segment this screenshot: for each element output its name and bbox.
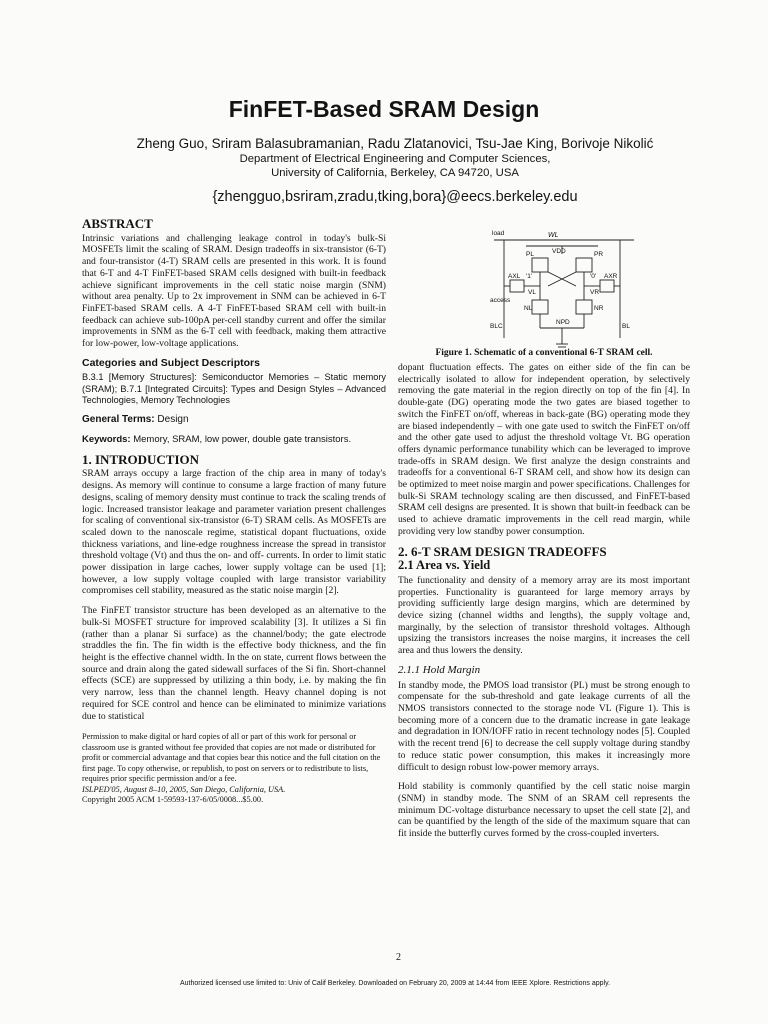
general-terms-value: Design [157,414,189,426]
page-number: 2 [396,952,401,963]
label-one: '1' [526,273,533,280]
section-2-heading: 2. 6-T SRAM DESIGN TRADEOFFS [398,543,607,559]
label-nl: NL [524,305,533,312]
introduction-paragraph-2: The FinFET transistor structure has been developed as an alternative to the bulk-Si MOSFET structure for improved scalability [3]. It utilizes a Si fin (rather than a planar Si surface) as the channel/body; the gate electrode straddles the fin. The fin width is the effective body thickness, and the fin height is the effective channel width. In the on state, current flows between the source and drain along the gated sidewall surfaces of the Si fin. Short-channel effects (SCE) are suppressed by utilizing a thin body, i.e. by making the fin very narrow, less than the channel length. Heavy channel doping is not required for SCE control and hence can be eliminated to minimize variations due to statistical [82,605,386,722]
categories-heading: Categories and Subject Descriptors [82,356,260,369]
permission-text: Permission to make digital or hard copies of all or part of this work for personal or classroom use is granted without fee provided that copies are not made or distributed for profit or commercial advantage and that copies bear this notice and the full citation on the first page. To copy otherwise, or republish, to post on servers or to redistribute to lists, requires prior specific permission and/or a fee. [82,732,381,784]
label-vl: VL [528,289,536,296]
label-nr: NR [594,305,604,312]
keywords-value: Memory, SRAM, low power, double gate transistors. [133,434,352,446]
label-npd: NPD [556,319,570,326]
label-wordline: WL [548,232,559,239]
right-paragraph-4: Hold stability is commonly quantified by the cell static noise margin (SNM) in standby mode. The SNM of an SRAM cell represents the minimum DC-voltage disturbance necessary to upset the cell state [2], and can be quantified by the length of the side of the maximum square that can fit inside the butterfly curves formed by the cross-coupled inverters. [398,781,690,840]
label-load: load [492,230,505,237]
label-pr: PR [594,251,604,258]
label-axr: AXR [604,273,618,280]
paper-title: FinFET-Based SRAM Design [228,96,540,122]
right-column [398,362,690,848]
abstract-heading: ABSTRACT [82,216,153,231]
label-vdd: VDD [552,248,566,255]
label-blc: BLC [490,323,503,330]
author-emails: {zhengguo,bsriram,zradu,tking,bora}@eecs.berkeley.edu [212,189,578,205]
categories-text: B.3.1 [Memory Structures]: Semiconductor Memories – Static memory (SRAM); B.7.1 [Integrated Circuits]: Types and Design Styles – Advanced Technologies, Memory Technologies [82,372,386,406]
affiliation-university: University of California, Berkeley, CA 94720, USA [271,167,519,179]
figure-caption: Figure 1. Schematic of a conventional 6-T SRAM cell. [435,348,653,358]
label-access: access [490,297,511,304]
author-list: Zheng Guo, Sriram Balasubramanian, Radu Zlatanovici, Tsu-Jae King, Borivoje Nikolić [136,136,654,151]
label-axl: AXL [508,273,521,280]
copyright-line: Copyright 2005 ACM 1-59593-137-6/05/0008...$5.00. [82,795,264,805]
left-column [82,218,386,806]
section-2-1-heading: 2.1 Area vs. Yield [398,558,491,573]
label-vr: VR [590,289,600,296]
right-paragraph-1: dopant fluctuation effects. The gates on either side of the fin can be electrically isolated to allow for independent operation, by selectively removing the gate material in the region directly on top of the fin [4]. In double-gate (DG) operating mode the two gates are biased together to switch the FinFET on/off, whereas in back-gate (BG) operating mode they are biased independently – with one gate used to switch the FinFET on/off and the other gate used to adjust the threshold voltage Vt. BG operation offers dynamic performance tunability which can be leveraged to improve trade-offs in SRAM design. We first analyze the design constraints and tradeoffs for a conventional 6-T SRAM cell, and show how its design can be optimized to meet noise margin and power specifications. Challenges for bulk-Si SRAM technology scaling are then discussed, and FinFET-based SRAM cell designs are presented. It is shown that built-in feedback can be used to achieve dramatic improvements in the cell read margin, while providing very low standby power consumption. [398,362,690,537]
permission-notice [82,732,386,806]
introduction-heading: 1. INTRODUCTION [82,451,200,467]
affiliation-department: Department of Electrical Engineering and Computer Sciences, [239,153,551,165]
general-terms-label: General Terms: [82,414,155,426]
label-zero: '0' [590,273,597,280]
sram-schematic-figure [486,226,638,356]
conference-venue: ISLPED'05, August 8–10, 2005, San Diego, California, USA. [82,784,286,794]
right-paragraph-3: In standby mode, the PMOS load transistor (PL) must be strong enough to compensate for the sub-threshold and gate leakage currents of all the NMOS transistors connected to the storage node VL (Figure 1). This is becoming more of a concern due to the dramatic increase in gate leakage and degradation in ION/IOFF ratio in recent technology nodes [5]. Coupled with the recent trend [6] to decrease the cell supply voltage during standby to reduce static power consumption, this makes it increasingly more difficult to design robust low-power memory arrays. [398,679,690,773]
introduction-paragraph-1: SRAM arrays occupy a large fraction of the chip area in many of today's designs. As memory will continue to consume a large fraction of many future designs, scaling of memory density must continue to track the scaling trends of logic. Increased transistor leakage and parameter variation present challenges for scaling of conventional six-transistor (6-T) SRAM cells. As MOSFETs are scaled down to the nanoscale regime, statistical dopant fluctuations, oxide thickness variations, and line-edge roughness increase the spread in transistor threshold voltage (Vt) and thus the on- and off- currents. In order to limit static power dissipation in large caches, lower supply voltage can be used [1]; however, a low supply voltage coupled with large transistor variability compromises cell stability, measured as the static noise margin [2]. [82,468,386,597]
keywords-label: Keywords: [82,434,131,446]
keywords [82,434,386,446]
abstract-text: Intrinsic variations and challenging leakage control in today's bulk-Si MOSFETs limit the scaling of SRAM. Design tradeoffs in six-transistor (6-T) and four-transistor (4-T) SRAM cells are presented in this work. It is found that 6-T and 4-T FinFET-based SRAM cells designed with built-in feedback achieve significant improvements in the cell static noise margin (SNM) without area penalty. Up to 2x improvement in SNM can be achieved in 6-T FinFET-based SRAM cells. A 4-T FinFET-based SRAM cell with built-in feedback can achieve sub-100pA per-cell standby current and offer the similar improvements in SNM as the 6-T cell with feedback, making them attractive for low-power, low-voltage applications. [82,232,386,350]
right-paragraph-2: The functionality and density of a memory array are its most important properties. Functionality is guaranteed for large memory arrays by providing sufficiently large design margins, which are determined by device sizing (channel widths and lengths), the supply voltage and, marginally, by the selection of transistor threshold voltages. Although upsizing the transistors increases the noise margins, it increases the cell area and thus lowers the density. [398,574,690,657]
download-footer: Authorized licensed use limited to: Univ of Calif Berkeley. Downloaded on February 20, 2009 at 14:44 from IEEE Xplore. Restrictions apply. [179,980,611,987]
general-terms [82,414,386,426]
section-2-1-1-heading: 2.1.1 Hold Margin [398,663,481,676]
label-bl: BL [622,323,630,330]
label-pl: PL [526,251,534,258]
